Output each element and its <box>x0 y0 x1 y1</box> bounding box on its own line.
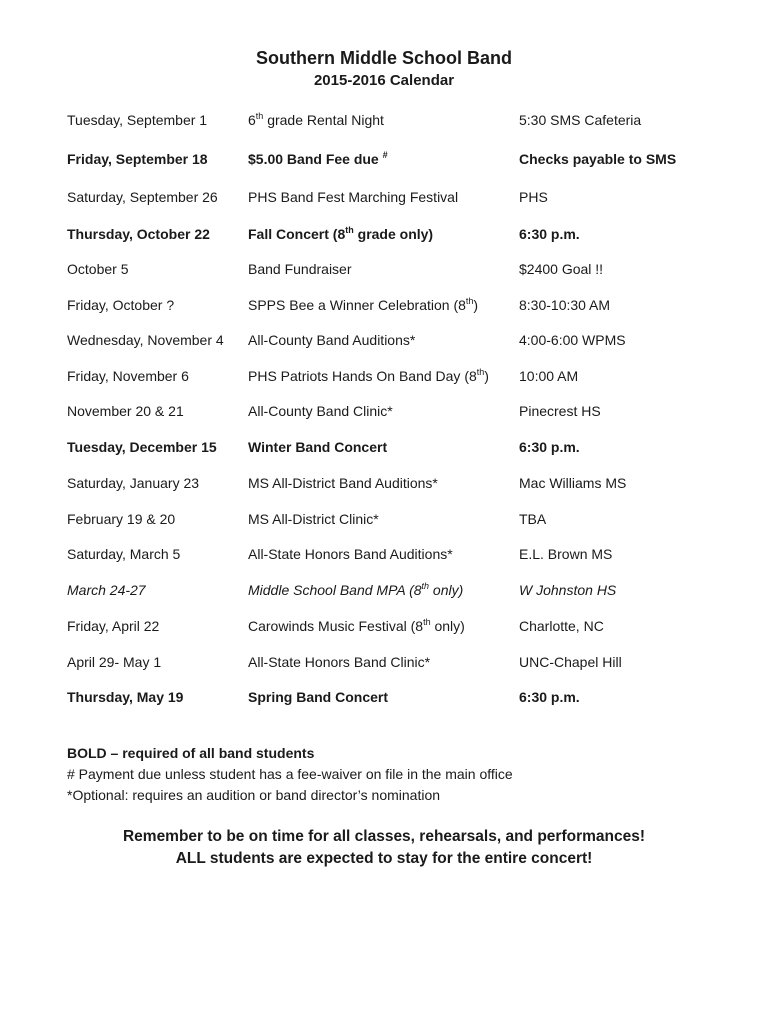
event-title <box>248 222 433 246</box>
event-row <box>0 685 768 709</box>
event-row <box>0 293 768 317</box>
event-row <box>0 108 768 132</box>
event-title <box>248 578 463 602</box>
event-date: Friday, November 6 <box>67 368 189 384</box>
event-title-text: Carowinds Music Festival (8 <box>248 618 424 634</box>
event-title <box>248 257 352 281</box>
event-title-suffix: grade only) <box>353 226 434 242</box>
event-title-superscript: th <box>476 367 485 377</box>
event-date: March 24-27 <box>67 582 146 598</box>
event-date: Friday, September 18 <box>67 151 208 167</box>
event-location-time: PHS <box>519 189 548 205</box>
event-row <box>0 222 768 246</box>
event-title-text: $5.00 Band Fee due <box>248 151 383 167</box>
event-date: February 19 & 20 <box>67 511 176 527</box>
event-title <box>248 542 453 566</box>
event-location-time: Mac Williams MS <box>519 475 627 491</box>
event-title <box>248 507 379 531</box>
event-title-suffix: only) <box>430 618 465 634</box>
event-location-time: UNC-Chapel Hill <box>519 654 622 670</box>
event-location-time: $2400 Goal !! <box>519 261 604 277</box>
event-title-text: Winter Band Concert <box>248 439 388 455</box>
event-location-time: TBA <box>519 511 547 527</box>
event-location-time: 8:30-10:30 AM <box>519 297 611 313</box>
event-title-text: All-County Band Auditions* <box>248 332 416 348</box>
event-row <box>0 399 768 423</box>
event-location-time: W Johnston HS <box>519 582 617 598</box>
event-location-time: 10:00 AM <box>519 368 579 384</box>
reminder-line-1: Remember to be on time for all classes, rehearsals, and performances! <box>122 828 646 845</box>
event-row <box>0 614 768 638</box>
event-date: April 29- May 1 <box>67 654 162 670</box>
event-title-text: MS All-District Band Auditions* <box>248 475 438 491</box>
event-row <box>0 578 768 602</box>
legend-bold-note: BOLD – required of all band students <box>67 745 315 761</box>
event-location-time: 5:30 SMS Cafeteria <box>519 112 642 128</box>
event-title <box>248 614 465 638</box>
event-location-time: 6:30 p.m. <box>519 439 580 455</box>
event-date: October 5 <box>67 261 129 277</box>
event-title <box>248 435 387 459</box>
event-date: Thursday, October 22 <box>67 226 210 242</box>
event-date: November 20 & 21 <box>67 403 184 419</box>
event-row <box>0 650 768 674</box>
event-row <box>0 257 768 281</box>
event-title <box>248 471 438 495</box>
event-title-suffix: ) <box>473 297 479 313</box>
event-title <box>248 328 415 352</box>
event-location-time: E.L. Brown MS <box>519 546 613 562</box>
event-title <box>248 364 489 388</box>
reminder-line-2: ALL students are expected to stay for the entire concert! <box>175 850 593 867</box>
event-location-time: Pinecrest HS <box>519 403 601 419</box>
legend <box>67 743 513 806</box>
event-title-text: All-County Band Clinic* <box>248 403 393 419</box>
event-date: Wednesday, November 4 <box>67 332 224 348</box>
event-title-text: 6 <box>248 112 256 128</box>
event-title <box>248 685 388 709</box>
event-date: Tuesday, December 15 <box>67 439 217 455</box>
event-row <box>0 364 768 388</box>
event-row <box>0 507 768 531</box>
event-title-suffix: grade Rental Night <box>263 112 384 128</box>
event-title-text: PHS Band Fest Marching Festival <box>248 189 459 205</box>
legend-optional-note: *Optional: requires an audition or band director’s nomination <box>67 787 441 803</box>
event-title-superscript: th <box>421 581 430 591</box>
event-date: Saturday, January 23 <box>67 475 200 491</box>
event-title-text: MS All-District Clinic* <box>248 511 379 527</box>
event-date: Friday, October ? <box>67 297 175 313</box>
event-title <box>248 650 430 674</box>
event-date: Thursday, May 19 <box>67 689 184 705</box>
event-title-text: Spring Band Concert <box>248 689 389 705</box>
event-location-time: Checks payable to SMS <box>519 151 677 167</box>
event-title-superscript: th <box>423 617 431 627</box>
event-title-suffix: only) <box>429 582 464 598</box>
event-row <box>0 147 768 171</box>
event-row <box>0 435 768 459</box>
event-title-superscript: th <box>255 111 264 121</box>
event-title <box>248 108 384 132</box>
event-date: Saturday, September 26 <box>67 189 218 205</box>
event-title-text: Band Fundraiser <box>248 261 352 277</box>
event-date: Tuesday, September 1 <box>67 112 208 128</box>
event-title <box>248 185 458 209</box>
legend-payment-note: # Payment due unless student has a fee-waiver on file in the main office <box>67 766 513 782</box>
event-title-text: Fall Concert (8 <box>248 226 346 242</box>
event-title <box>248 293 478 317</box>
page-subtitle: 2015-2016 Calendar <box>313 72 455 89</box>
event-title-text: Middle School Band MPA (8 <box>248 582 422 598</box>
event-title-suffix: ) <box>484 368 489 384</box>
event-title-text: All-State Honors Band Auditions* <box>248 546 453 562</box>
event-location-time: 6:30 p.m. <box>519 689 580 705</box>
reminder <box>0 826 768 870</box>
event-location-time: 6:30 p.m. <box>519 226 580 242</box>
event-title <box>248 399 393 423</box>
event-location-time: 4:00-6:00 WPMS <box>519 332 626 348</box>
event-date: Saturday, March 5 <box>67 546 181 562</box>
page-title: Southern Middle School Band <box>256 48 512 68</box>
event-title-superscript: # <box>382 150 388 160</box>
event-row <box>0 471 768 495</box>
event-title <box>248 147 388 171</box>
event-title-superscript: th <box>465 296 474 306</box>
event-title-superscript: th <box>345 225 354 235</box>
event-row <box>0 185 768 209</box>
event-title-text: PHS Patriots Hands On Band Day (8 <box>248 368 477 384</box>
event-row <box>0 328 768 352</box>
event-row <box>0 542 768 566</box>
event-title-text: SPPS Bee a Winner Celebration (8 <box>248 297 466 313</box>
event-date: Friday, April 22 <box>67 618 160 634</box>
event-location-time: Charlotte, NC <box>519 618 604 634</box>
event-title-text: All-State Honors Band Clinic* <box>248 654 431 670</box>
